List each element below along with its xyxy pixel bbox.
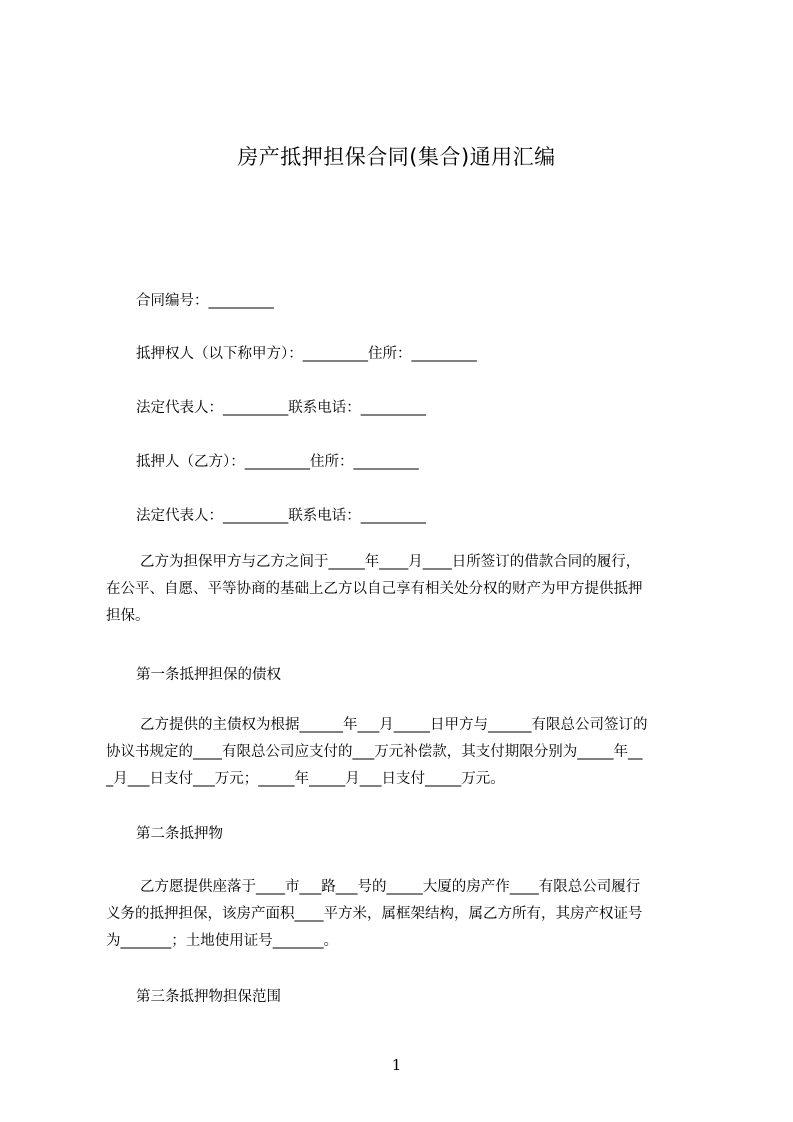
article-1-heading: 第一条抵押担保的债权 [136, 667, 281, 683]
article-2-line: 为_______；土地使用证号_______。 [106, 933, 338, 949]
article-3-heading: 第三条抵押物担保范围 [136, 989, 281, 1005]
intro-line: 担保。 [106, 608, 150, 624]
mortgagee-line: 抵押权人（以下称甲方）：_________住所：_________ [136, 346, 477, 362]
article-1-line: 协议书规定的____有限总公司应支付的___万元补偿款，其支付期限分别为_____年__ [106, 744, 643, 760]
article-1-paragraph [106, 712, 706, 793]
article-2-paragraph [106, 874, 706, 955]
page-number: 1 [391, 1056, 402, 1074]
intro-line: 乙方为担保甲方与乙方之间于_____年____月____日所签订的借款合同的履行， [140, 554, 641, 570]
intro-paragraph [106, 549, 706, 630]
intro-line: 在公平、自愿、平等协商的基础上乙方以自己享有相关处分权的财产为甲方提供抵押 [106, 581, 643, 597]
article-2-heading: 第二条抵押物 [136, 826, 223, 842]
article-1-line: _月___日支付___万元；_____年_____月___日支付_____万元。 [106, 771, 505, 787]
article-2-line: 乙方愿提供座落于____市___路___号的_____大厦的房产作____有限总公司履行 [140, 879, 641, 895]
article-1-line: 乙方提供的主债权为根据______年___月_____日甲方与______有限总公司签订的 [140, 717, 648, 733]
article-2-line: 义务的抵押担保，该房产面积____平方米，属框架结构，属乙方所有，其房产权证号 [106, 906, 643, 922]
mortgagee-representative-line: 法定代表人：_________联系电话：_________ [136, 400, 426, 416]
mortgagor-representative-line: 法定代表人：_________联系电话：_________ [136, 508, 426, 524]
mortgagor-line: 抵押人（乙方）：_________住所：_________ [136, 454, 419, 470]
document-title: 房产抵押担保合同(集合)通用汇编 [237, 145, 556, 169]
contract-number-line: 合同编号：_________ [136, 293, 274, 309]
